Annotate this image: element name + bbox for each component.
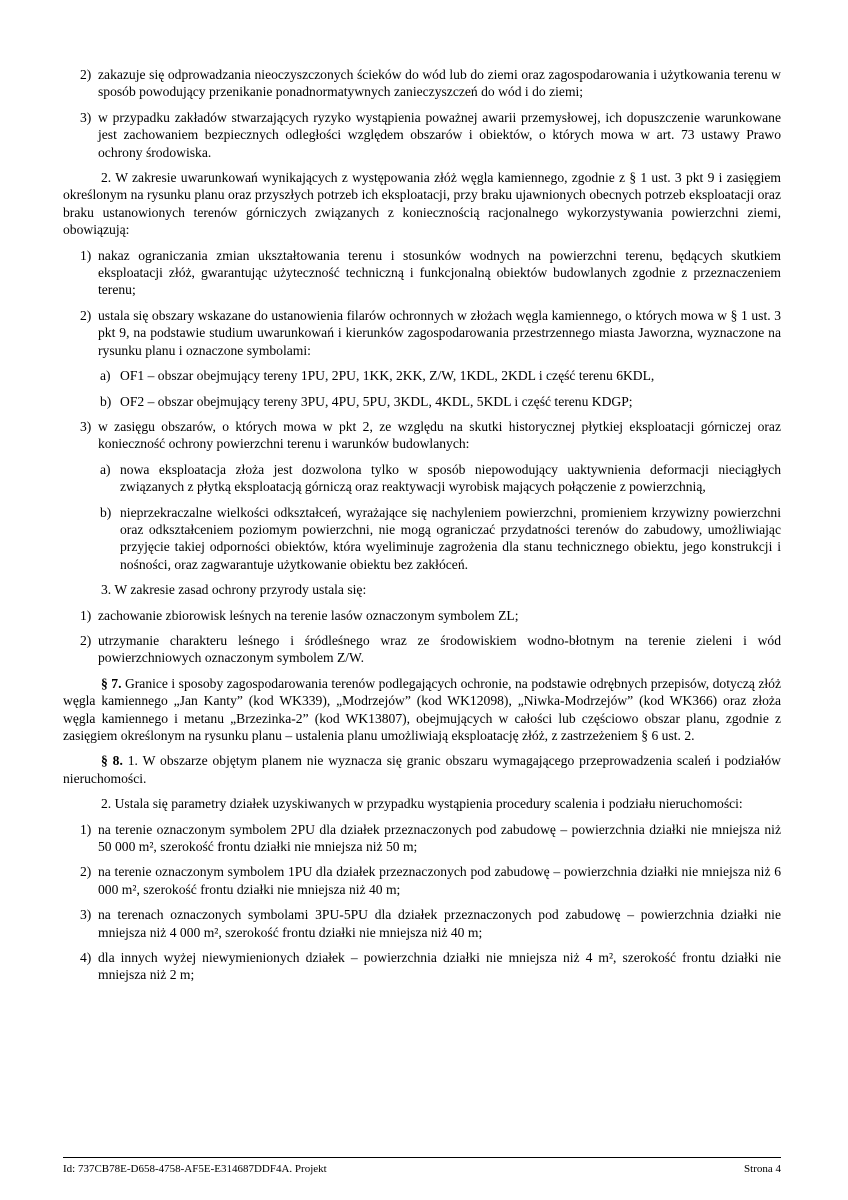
item-number: 2) (80, 632, 92, 648)
footer-divider (63, 1157, 781, 1158)
item-number: 1) (80, 607, 92, 623)
section-8-text: 1. W obszarze objętym planem nie wyznacza się granic obszaru wymagającego przeprowadzenia scaleń i podziałów nieruchomości. (63, 753, 781, 786)
item-text: na terenie oznaczonym symbolem 2PU dla działek przeznaczonych pod zabudowę – powierzchnia działki nie mniejsza niż 50 000 m², szerokość frontu działki nie mniejsza niż 50 m; (98, 821, 781, 855)
list-item (63, 607, 781, 624)
list-item (63, 66, 781, 101)
list-item (63, 632, 781, 667)
item-text: nieprzekraczalne wielkości odkształceń, wyrażające się nachyleniem powierzchni, promieniem krzywizny powierzchni oraz odkształceniem poziomym powierzchni, nie mogą ograniczać przydatności terenów do zabudowy, umożliwiając przyjęcie takiej odporności obiektów, która wyeliminuje zagrożenia dla stanu technicznego obiektu, jego konstrukcji i nośności, oraz zagwarantuje użytkowanie obiektu bez zakłóceń. (120, 504, 781, 572)
list-item (63, 906, 781, 941)
item-number: 1) (80, 821, 92, 837)
item-number: 3) (80, 418, 92, 434)
sub-list-item (63, 393, 781, 410)
list-item (63, 949, 781, 984)
section-8 (63, 752, 781, 787)
item-number: 2) (80, 307, 92, 323)
item-number: 4) (80, 950, 92, 966)
item-text: OF1 – obszar obejmujący tereny 1PU, 2PU, 1KK, 2KK, Z/W, 1KDL, 2KDL i część terenu 6KDL, (120, 368, 655, 384)
list-item (63, 307, 781, 359)
section-7-label: § 7. (101, 675, 122, 691)
document-page (63, 66, 781, 984)
item-text: zachowanie zbiorowisk leśnych na terenie lasów oznaczonym symbolem ZL; (98, 607, 519, 623)
item-text: w przypadku zakładów stwarzających ryzyko wystąpienia poważnej awarii przemysłowej, ich dopuszczenie warunkowane jest zachowaniem bezpiecznych odległości względem obszarów i obiektów, o których mowa w art. 73 ustawy Prawo ochrony środowiska. (98, 109, 781, 160)
list-item (63, 109, 781, 161)
paragraph-2: 2. W zakresie uwarunkowań wynikających z występowania złóż węgla kamiennego, zgodnie z § 1 ust. 3 pkt 9 i zasięgiem określonym na rysunku planu oraz przyszłych potrzeb ich eksploatacji, przy braku ujawnionych obecnych potrzeb eksploatacji oraz braku ustanowionych terenów górniczych związanych z koniecznością racjonalnego wykorzystywania powierzchni ziemi, obowiązują: (63, 170, 781, 238)
item-text: ustala się obszary wskazane do ustanowienia filarów ochronnych w złożach węgla kamiennego, o których mowa w § 1 ust. 3 pkt 9, na podstawie studium uwarunkowań i kierunków zagospodarowania przestrzennego miasta Jaworzna, wyznaczone na rysunku planu i oznaczone symbolami: (98, 307, 781, 358)
sub-list-item (63, 504, 781, 574)
item-text: nowa eksploatacja złoża jest dozwolona tylko w sposób niepowodujący uaktywnienia deformacji nieciągłych związanych z płytką eksploatacją górniczą oraz reaktywacji wyrobisk mających połączenie z powierzchnią, (120, 461, 781, 495)
page-number: Strona 4 (744, 1163, 781, 1175)
sub-list-item (63, 461, 781, 496)
list-item (63, 863, 781, 898)
item-text: w zasięgu obszarów, o których mowa w pkt 2, ze względu na skutki historycznej płytkiej eksploatacji górniczej oraz konieczność ochrony powierzchni terenu i warunków budowlanych: (98, 418, 781, 452)
item-letter: b) (100, 393, 112, 409)
item-letter: a) (100, 461, 111, 477)
item-text: utrzymanie charakteru leśnego i śródleśnego wraz ze środowiskiem wodno-błotnym na terenie zieleni i wód powierzchniowych oznaczonym symbolem Z/W. (98, 632, 781, 666)
item-number: 2) (80, 67, 92, 82)
paragraph-3: 3. W zakresie zasad ochrony przyrody ustala się: (101, 582, 367, 598)
section-7-text: Granice i sposoby zagospodarowania terenów podlegających ochronie, na podstawie odrębnych przepisów, dotyczą złóż węgla kamiennego „Jan Kanty” (kod WK339), „Modrzejów” (kod WK12098), „Niwka-Modrzejów” (kod WK366) oraz złoża węgla kamiennego i metanu „Brzezinka-2” (kod WK13807), obejmujących w całości lub częściowo obszar planu, zgodnie z zasięgiem określonym na rysunku planu – ustalenia planu umożliwiają eksploatację złóż, z zastrzeżeniem § 6 ust. 2. (63, 675, 781, 743)
item-letter: b) (100, 504, 112, 520)
item-number: 3) (80, 907, 92, 923)
list-item (63, 821, 781, 856)
item-text: OF2 – obszar obejmujący tereny 3PU, 4PU, 5PU, 3KDL, 4KDL, 5KDL i część terenu KDGP; (120, 393, 633, 409)
item-letter: a) (100, 368, 111, 384)
item-text: na terenie oznaczonym symbolem 1PU dla działek przeznaczonych pod zabudowę – powierzchnia działki nie mniejsza niż 6 000 m², szerokość frontu działki nie mniejsza niż 40 m; (98, 864, 781, 897)
section-7 (63, 675, 781, 745)
item-text: zakazuje się odprowadzania nieoczyszczonych ścieków do wód lub do ziemi oraz zagospodarowania i użytkowania terenu w sposób powodujący przenikanie ponadnormatywnych zanieczyszczeń do wód i do ziemi; (98, 67, 781, 100)
item-number: 1) (80, 247, 92, 263)
list-item (63, 247, 781, 299)
list-item (63, 418, 781, 453)
item-number: 2) (80, 864, 92, 880)
section-8-label: § 8. (101, 753, 123, 769)
sub-list-item (63, 367, 781, 384)
document-id: Id: 737CB78E-D658-4758-AF5E-E314687DDF4A. Projekt (63, 1163, 327, 1175)
section-8-paragraph-2: 2. Ustala się parametry działek uzyskiwanych w przypadku wystąpienia procedury scalenia i podziału nieruchomości: (101, 796, 743, 812)
item-text: na terenach oznaczonych symbolami 3PU-5PU dla działek przeznaczonych pod zabudowę – powierzchnia działki nie mniejsza niż 4 000 m², szerokość frontu działki nie mniejsza niż 40 m; (98, 907, 781, 940)
item-text: dla innych wyżej niewymienionych działek – powierzchnia działki nie mniejsza niż 4 m², szerokość frontu działki nie mniejsza niż 2 m; (98, 950, 781, 983)
item-number: 3) (80, 109, 92, 125)
item-text: nakaz ograniczania zmian ukształtowania terenu i stosunków wodnych na powierzchni terenu, będących skutkiem eksploatacji złóż, gwarantując użyteczność techniczną i funkcjonalną obiektów budowlanych zgodnie z przeznaczeniem terenu; (98, 247, 781, 298)
